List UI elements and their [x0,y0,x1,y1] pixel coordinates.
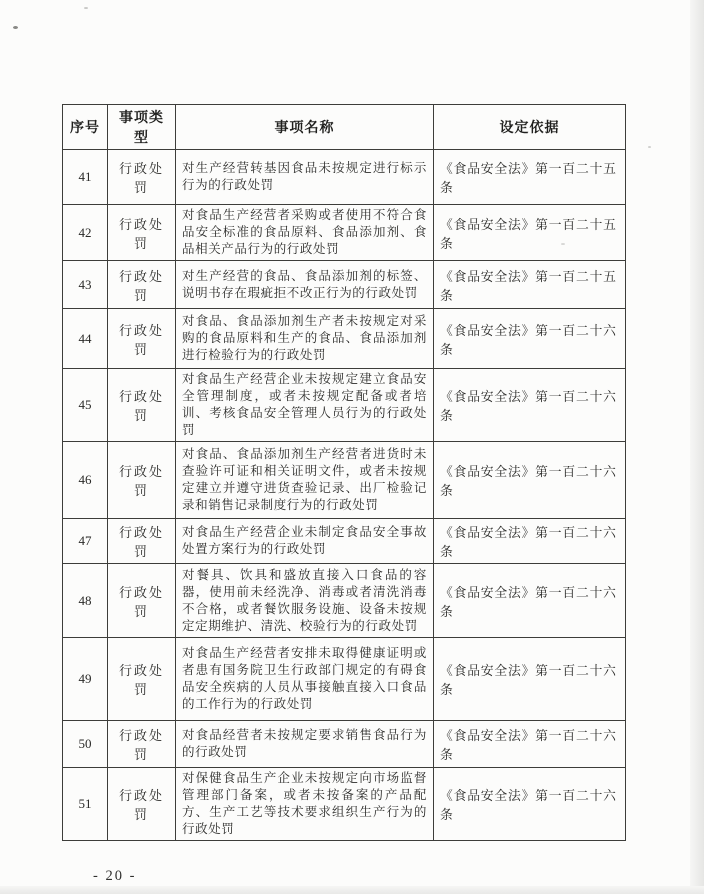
scan-speck [648,146,651,148]
table-row [63,150,626,205]
cell-basis: 《食品安全法》第一百二十六条 [434,442,626,519]
table-row [63,564,626,638]
table-row [63,721,626,768]
cell-item-type: 行政处罚 [108,721,176,768]
table-header-row [63,105,626,150]
cell-seq-no: 48 [63,564,108,638]
table-row [63,519,626,564]
cell-basis: 《食品安全法》第一百二十六条 [434,768,626,841]
table-row [63,442,626,519]
cell-basis: 《食品安全法》第一百二十六条 [434,309,626,369]
cell-item-name: 对餐具、饮具和盛放直接入口食品的容器，使用前未经洗净、消毒或者清洗消毒不合格，或者餐饮服务设施、设备未按规定定期维护、清洗、校验行为的行政处罚 [176,564,434,638]
cell-basis: 《食品安全法》第一百二十六条 [434,721,626,768]
scan-speck [84,7,88,9]
penalty-items-table [62,104,626,841]
cell-item-name: 对食品生产经营企业未制定食品安全事故处置方案行为的行政处罚 [176,519,434,564]
table-row [63,768,626,841]
cell-seq-no: 51 [63,768,108,841]
header-seq-no: 序号 [63,105,108,150]
scan-speck [13,26,18,29]
page-number: - 20 - [93,868,137,884]
cell-seq-no: 43 [63,261,108,309]
cell-item-type: 行政处罚 [108,638,176,721]
cell-item-type: 行政处罚 [108,564,176,638]
cell-item-type: 行政处罚 [108,519,176,564]
cell-seq-no: 42 [63,205,108,261]
table-row [63,205,626,261]
cell-item-type: 行政处罚 [108,309,176,369]
cell-item-name: 对食品生产经营者安排未取得健康证明或者患有国务院卫生行政部门规定的有碍食品安全疾病的人员从事接触直接入口食品的工作行为的行政处罚 [176,638,434,721]
cell-seq-no: 50 [63,721,108,768]
cell-item-type: 行政处罚 [108,442,176,519]
scan-edge [690,0,704,894]
cell-basis: 《食品安全法》第一百二十六条 [434,369,626,442]
cell-item-type: 行政处罚 [108,150,176,205]
cell-seq-no: 47 [63,519,108,564]
cell-item-name: 对食品经营者未按规定要求销售食品行为的行政处罚 [176,721,434,768]
table-row [63,369,626,442]
cell-item-name: 对食品、食品添加剂生产者未按规定对采购的食品原料和生产的食品、食品添加剂进行检验行为的行政处罚 [176,309,434,369]
cell-item-name: 对食品、食品添加剂生产经营者进货时未查验许可证和相关证明文件，或者未按规定建立并遵守进货查验记录、出厂检验记录和销售记录制度行为的行政处罚 [176,442,434,519]
cell-seq-no: 44 [63,309,108,369]
header-item-type: 事项类型 [108,105,176,150]
cell-item-name: 对食品生产经营者采购或者使用不符合食品安全标准的食品原料、食品添加剂、食品相关产品行为的行政处罚 [176,205,434,261]
cell-seq-no: 41 [63,150,108,205]
cell-item-name: 对食品生产经营企业未按规定建立食品安全管理制度，或者未按规定配备或者培训、考核食品安全管理人员行为的行政处罚 [176,369,434,442]
cell-seq-no: 45 [63,369,108,442]
cell-item-name: 对生产经营的食品、食品添加剂的标签、说明书存在瑕疵拒不改正行为的行政处罚 [176,261,434,309]
cell-basis: 《食品安全法》第一百二十五条 [434,205,626,261]
cell-item-type: 行政处罚 [108,369,176,442]
table-row [63,638,626,721]
cell-item-name: 对保健食品生产企业未按规定向市场监督管理部门备案，或者未按备案的产品配方、生产工艺等技术要求组织生产行为的行政处罚 [176,768,434,841]
cell-item-type: 行政处罚 [108,768,176,841]
cell-basis: 《食品安全法》第一百二十六条 [434,564,626,638]
cell-basis: 《食品安全法》第一百二十六条 [434,638,626,721]
header-item-name: 事项名称 [176,105,434,150]
cell-item-name: 对生产经营转基因食品未按规定进行标示行为的行政处罚 [176,150,434,205]
cell-seq-no: 46 [63,442,108,519]
table-row [63,261,626,309]
scan-edge [0,886,704,894]
cell-basis: 《食品安全法》第一百二十五条 [434,150,626,205]
cell-item-type: 行政处罚 [108,261,176,309]
cell-basis: 《食品安全法》第一百二十五条 [434,261,626,309]
header-basis: 设定依据 [434,105,626,150]
cell-item-type: 行政处罚 [108,205,176,261]
table-row [63,309,626,369]
cell-basis: 《食品安全法》第一百二十六条 [434,519,626,564]
cell-seq-no: 49 [63,638,108,721]
